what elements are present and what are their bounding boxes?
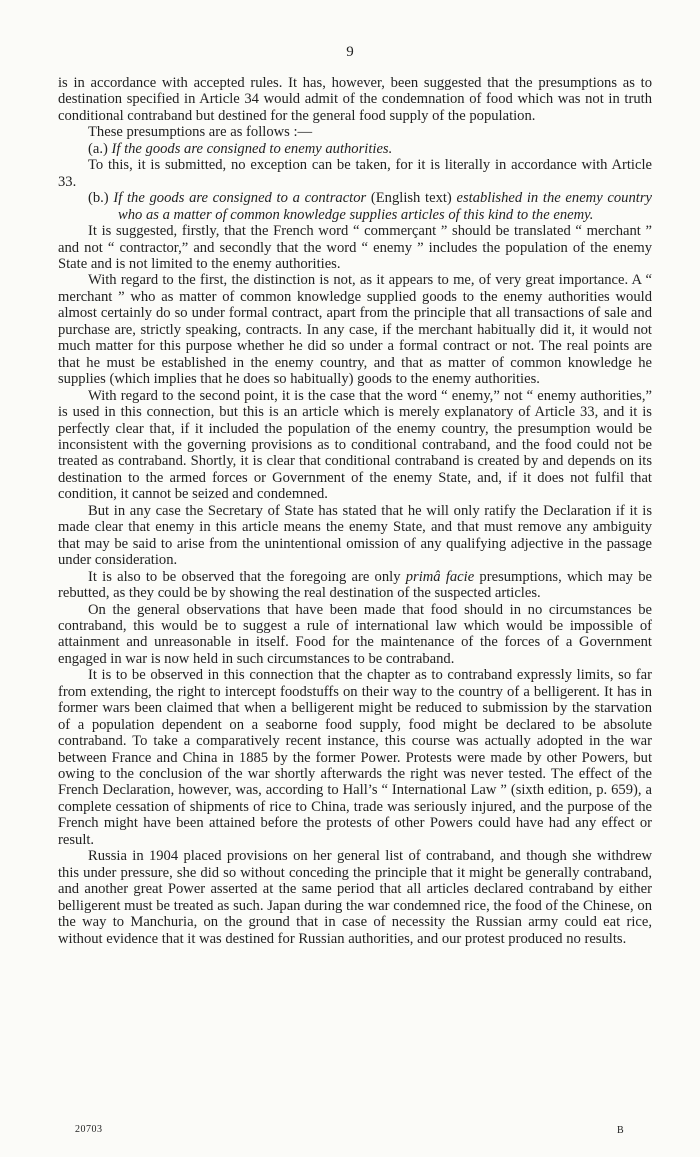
paragraph: It is to be observed in this connection that the chapter as to contraband expressly limits, so far from extending, the right to intercept foodstuffs on their way to the country of a belligerent. It has in former wars been claimed that when a belligerent might be reduced to submission by the starvation of a population dependent on a seaborne food supply, food might be declared to be absolute contraband. To take a comparatively recent instance, this course was actually adopted in the war between France and China in 1885 by the former Power. Protests were made by other Powers, but owing to the conclusion of the war shortly afterwards the right was never tested. The effect of the French Declaration, however, was, according to Hall’s “ International Law ” (sixth edition, p. 659), a complete cessation of shipments of rice to China, trade was seriously injured, and the purpose of the French might have been attained before the protests of other Powers could have had any effect or result. <box>58 667 652 848</box>
italic-text: established in the enemy country who as a matter of common knowledge supplies articles of this kind to the enemy. <box>118 190 652 223</box>
italic-text: primâ facie <box>405 568 475 585</box>
paragraph: To this, it is submitted, no exception can be taken, for it is literally in accordance with Article 33. <box>58 157 652 190</box>
plain-text: presumptions, which may be rebutted, as they could be by showing the real destination of the suspected articles. <box>58 568 652 602</box>
paragraph <box>58 569 652 602</box>
paragraph: With regard to the second point, it is the case that the word “ enemy,” not “ enemy authorities,” is used in this connection, but this is an article which is merely explanatory of Article 33, and it is perfectly clear that, if it included the population of the enemy country, the presumption would be inconsistent with the governing provisions as to conditional contraband, and the food could not be treated as contraband. Shortly, it is clear that conditional contraband is created by and depends on its destination to the armed forces or Government of the enemy State, and, if it does not fulfil that condition, it cannot be seized and condemned. <box>58 387 652 503</box>
body-text <box>58 75 652 947</box>
paragraph: But in any case the Secretary of State has stated that he will only ratify the Declaration if it is made clear that enemy in this article means the enemy State, and that must remove any ambiguity that may be said to arise from the unintentional omission of any qualifying adjective in the passage under consideration. <box>58 502 652 569</box>
list-item-a <box>58 141 652 157</box>
footer-signature: B <box>617 1125 624 1136</box>
italic-text: If the goods are consigned to a contractor <box>113 190 367 207</box>
paragraph: is in accordance with accepted rules. It has, however, been suggested that the presumptions as to destination specified in Article 34 would admit of the condemnation of food which was not in truth conditional contraband but destined for the general food supply of the population. <box>58 75 652 124</box>
italic-text: If the goods are consigned to enemy authorities. <box>111 140 393 157</box>
paragraph: It is suggested, firstly, that the French word “ commerçant ” should be translated “ merchant ” and not “ contractor,” and secondly that the word “ enemy ” includes the population of the enemy State and is not limited to the enemy authorities. <box>58 223 652 272</box>
paragraph: With regard to the first, the distinction is not, as it appears to me, of very great importance. A “ merchant ” who as matter of common knowledge supplied goods to the enemy authorities would almost certainly do so under formal contract, apart from the principle that all transactions of sale and purchase are, strictly speaking, contracts. In any case, if the merchant habitually did it, it would not much matter for this purpose whether he did so under a formal contract or not. The real points are that he must be established in the enemy country, and that as matter of common knowledge he supplies (which implies that he does so habitually) goods to the enemy authorities. <box>58 272 652 388</box>
plain-text: (English text) <box>366 190 457 207</box>
list-item-b <box>58 190 652 223</box>
item-label: (a.) <box>88 140 112 157</box>
plain-text: It is also to be observed that the foregoing are only <box>88 568 406 585</box>
paragraph: These presumptions are as follows :— <box>88 124 313 141</box>
page-number: 9 <box>346 44 354 60</box>
paragraph: On the general observations that have been made that food should in no circumstances be contraband, this would be to suggest a rule of international law which would be impossible of attainment and unreasonable in itself. Food for the maintenance of the forces of a Government engaged in war is now held in such circumstances to be contraband. <box>58 601 652 667</box>
paragraph: Russia in 1904 placed provisions on her general list of contraband, and though she withdrew this under pressure, she did so without conceding the principle that it might be generally contraband, and another great Power asserted at the same period that all articles declared contraband by either belligerent must be treated as such. Japan during the war condemned rice, the food of the Chinese, on the way to Manchuria, on the ground that in case of necessity the Russian army could eat rice, without evidence that it was destined for Russian authorities, and our protest produced no results. <box>58 848 652 947</box>
footer-code: 20703 <box>75 1124 103 1135</box>
item-label: (b.) <box>88 190 114 207</box>
